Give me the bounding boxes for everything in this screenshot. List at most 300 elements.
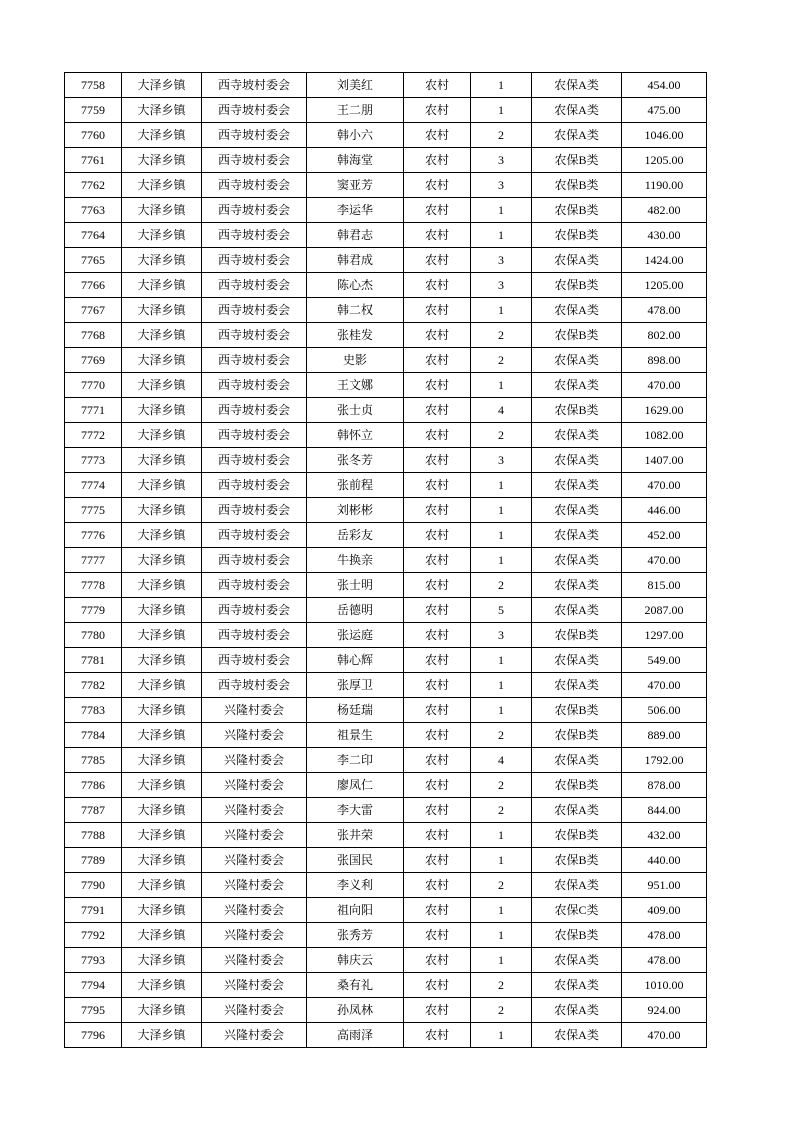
cell-category: 农保A类 bbox=[532, 123, 622, 148]
cell-town: 大泽乡镇 bbox=[122, 398, 202, 423]
cell-amount: 1205.00 bbox=[622, 148, 707, 173]
cell-amount: 1046.00 bbox=[622, 123, 707, 148]
cell-village: 西寺坡村委会 bbox=[202, 373, 307, 398]
table-row bbox=[65, 1023, 707, 1048]
cell-id: 7795 bbox=[65, 998, 122, 1023]
cell-amount: 446.00 bbox=[622, 498, 707, 523]
table-row bbox=[65, 698, 707, 723]
cell-category: 农保A类 bbox=[532, 298, 622, 323]
cell-count: 1 bbox=[471, 923, 532, 948]
cell-category: 农保A类 bbox=[532, 673, 622, 698]
cell-id: 7766 bbox=[65, 273, 122, 298]
cell-town: 大泽乡镇 bbox=[122, 523, 202, 548]
cell-id: 7761 bbox=[65, 148, 122, 173]
cell-person-name: 史影 bbox=[307, 348, 404, 373]
cell-residence: 农村 bbox=[404, 648, 471, 673]
cell-residence: 农村 bbox=[404, 748, 471, 773]
cell-count: 2 bbox=[471, 573, 532, 598]
cell-category: 农保A类 bbox=[532, 348, 622, 373]
cell-amount: 1205.00 bbox=[622, 273, 707, 298]
cell-amount: 1082.00 bbox=[622, 423, 707, 448]
cell-category: 农保B类 bbox=[532, 773, 622, 798]
cell-residence: 农村 bbox=[404, 798, 471, 823]
cell-person-name: 韩二权 bbox=[307, 298, 404, 323]
cell-person-name: 桑有礼 bbox=[307, 973, 404, 998]
cell-amount: 470.00 bbox=[622, 1023, 707, 1048]
cell-count: 3 bbox=[471, 148, 532, 173]
cell-person-name: 窦亚芳 bbox=[307, 173, 404, 198]
cell-town: 大泽乡镇 bbox=[122, 673, 202, 698]
table-row bbox=[65, 748, 707, 773]
table-row bbox=[65, 973, 707, 998]
cell-residence: 农村 bbox=[404, 873, 471, 898]
cell-amount: 452.00 bbox=[622, 523, 707, 548]
table-row bbox=[65, 548, 707, 573]
table-row bbox=[65, 298, 707, 323]
cell-category: 农保A类 bbox=[532, 473, 622, 498]
cell-residence: 农村 bbox=[404, 398, 471, 423]
cell-count: 2 bbox=[471, 973, 532, 998]
table-row bbox=[65, 473, 707, 498]
cell-person-name: 韩小六 bbox=[307, 123, 404, 148]
table-row bbox=[65, 948, 707, 973]
cell-amount: 951.00 bbox=[622, 873, 707, 898]
cell-village: 西寺坡村委会 bbox=[202, 248, 307, 273]
cell-id: 7764 bbox=[65, 223, 122, 248]
cell-category: 农保A类 bbox=[532, 73, 622, 98]
cell-category: 农保A类 bbox=[532, 648, 622, 673]
cell-village: 西寺坡村委会 bbox=[202, 198, 307, 223]
cell-village: 西寺坡村委会 bbox=[202, 298, 307, 323]
cell-count: 1 bbox=[471, 673, 532, 698]
table-row bbox=[65, 73, 707, 98]
cell-residence: 农村 bbox=[404, 448, 471, 473]
cell-count: 1 bbox=[471, 898, 532, 923]
cell-count: 2 bbox=[471, 123, 532, 148]
cell-count: 3 bbox=[471, 273, 532, 298]
cell-count: 4 bbox=[471, 748, 532, 773]
cell-town: 大泽乡镇 bbox=[122, 248, 202, 273]
cell-town: 大泽乡镇 bbox=[122, 973, 202, 998]
cell-town: 大泽乡镇 bbox=[122, 373, 202, 398]
cell-village: 兴隆村委会 bbox=[202, 798, 307, 823]
cell-category: 农保B类 bbox=[532, 323, 622, 348]
cell-amount: 454.00 bbox=[622, 73, 707, 98]
cell-category: 农保A类 bbox=[532, 948, 622, 973]
table-row bbox=[65, 923, 707, 948]
cell-person-name: 刘彬彬 bbox=[307, 498, 404, 523]
cell-person-name: 杨廷瑞 bbox=[307, 698, 404, 723]
cell-count: 5 bbox=[471, 598, 532, 623]
cell-village: 西寺坡村委会 bbox=[202, 673, 307, 698]
cell-amount: 470.00 bbox=[622, 548, 707, 573]
cell-id: 7758 bbox=[65, 73, 122, 98]
cell-amount: 844.00 bbox=[622, 798, 707, 823]
cell-amount: 1297.00 bbox=[622, 623, 707, 648]
cell-residence: 农村 bbox=[404, 598, 471, 623]
cell-count: 3 bbox=[471, 448, 532, 473]
cell-village: 兴隆村委会 bbox=[202, 948, 307, 973]
cell-village: 兴隆村委会 bbox=[202, 923, 307, 948]
cell-amount: 549.00 bbox=[622, 648, 707, 673]
cell-town: 大泽乡镇 bbox=[122, 773, 202, 798]
table-row bbox=[65, 998, 707, 1023]
cell-residence: 农村 bbox=[404, 698, 471, 723]
cell-residence: 农村 bbox=[404, 898, 471, 923]
cell-id: 7785 bbox=[65, 748, 122, 773]
table-row bbox=[65, 723, 707, 748]
cell-category: 农保A类 bbox=[532, 423, 622, 448]
cell-residence: 农村 bbox=[404, 123, 471, 148]
table-row bbox=[65, 773, 707, 798]
cell-residence: 农村 bbox=[404, 723, 471, 748]
cell-category: 农保B类 bbox=[532, 173, 622, 198]
cell-residence: 农村 bbox=[404, 973, 471, 998]
cell-person-name: 岳彩友 bbox=[307, 523, 404, 548]
cell-id: 7784 bbox=[65, 723, 122, 748]
cell-count: 2 bbox=[471, 873, 532, 898]
cell-category: 农保B类 bbox=[532, 223, 622, 248]
cell-category: 农保B类 bbox=[532, 398, 622, 423]
cell-count: 2 bbox=[471, 798, 532, 823]
cell-count: 1 bbox=[471, 498, 532, 523]
cell-category: 农保B类 bbox=[532, 273, 622, 298]
cell-amount: 432.00 bbox=[622, 823, 707, 848]
cell-count: 1 bbox=[471, 523, 532, 548]
cell-village: 兴隆村委会 bbox=[202, 823, 307, 848]
cell-village: 兴隆村委会 bbox=[202, 998, 307, 1023]
cell-count: 3 bbox=[471, 248, 532, 273]
table-row bbox=[65, 823, 707, 848]
cell-amount: 1424.00 bbox=[622, 248, 707, 273]
cell-person-name: 牛换亲 bbox=[307, 548, 404, 573]
cell-town: 大泽乡镇 bbox=[122, 823, 202, 848]
cell-count: 1 bbox=[471, 648, 532, 673]
cell-count: 2 bbox=[471, 723, 532, 748]
cell-person-name: 韩怀立 bbox=[307, 423, 404, 448]
cell-residence: 农村 bbox=[404, 1023, 471, 1048]
cell-count: 3 bbox=[471, 623, 532, 648]
cell-village: 西寺坡村委会 bbox=[202, 498, 307, 523]
cell-category: 农保B类 bbox=[532, 148, 622, 173]
cell-town: 大泽乡镇 bbox=[122, 873, 202, 898]
cell-id: 7776 bbox=[65, 523, 122, 548]
cell-town: 大泽乡镇 bbox=[122, 948, 202, 973]
cell-category: 农保A类 bbox=[532, 973, 622, 998]
table-row bbox=[65, 848, 707, 873]
cell-town: 大泽乡镇 bbox=[122, 748, 202, 773]
cell-amount: 2087.00 bbox=[622, 598, 707, 623]
cell-person-name: 张士贞 bbox=[307, 398, 404, 423]
cell-village: 西寺坡村委会 bbox=[202, 448, 307, 473]
cell-village: 兴隆村委会 bbox=[202, 898, 307, 923]
cell-person-name: 岳德明 bbox=[307, 598, 404, 623]
table-row bbox=[65, 798, 707, 823]
cell-town: 大泽乡镇 bbox=[122, 798, 202, 823]
cell-id: 7760 bbox=[65, 123, 122, 148]
cell-residence: 农村 bbox=[404, 223, 471, 248]
cell-category: 农保A类 bbox=[532, 498, 622, 523]
cell-residence: 农村 bbox=[404, 273, 471, 298]
table-row bbox=[65, 398, 707, 423]
table-row bbox=[65, 173, 707, 198]
cell-id: 7788 bbox=[65, 823, 122, 848]
cell-residence: 农村 bbox=[404, 573, 471, 598]
cell-category: 农保A类 bbox=[532, 373, 622, 398]
cell-town: 大泽乡镇 bbox=[122, 923, 202, 948]
cell-village: 西寺坡村委会 bbox=[202, 148, 307, 173]
cell-id: 7767 bbox=[65, 298, 122, 323]
cell-person-name: 张士明 bbox=[307, 573, 404, 598]
cell-person-name: 廖凤仁 bbox=[307, 773, 404, 798]
cell-village: 兴隆村委会 bbox=[202, 723, 307, 748]
cell-category: 农保A类 bbox=[532, 448, 622, 473]
cell-category: 农保A类 bbox=[532, 798, 622, 823]
cell-count: 2 bbox=[471, 423, 532, 448]
cell-town: 大泽乡镇 bbox=[122, 273, 202, 298]
cell-id: 7772 bbox=[65, 423, 122, 448]
cell-residence: 农村 bbox=[404, 323, 471, 348]
cell-residence: 农村 bbox=[404, 623, 471, 648]
cell-amount: 475.00 bbox=[622, 98, 707, 123]
cell-category: 农保A类 bbox=[532, 748, 622, 773]
cell-town: 大泽乡镇 bbox=[122, 223, 202, 248]
cell-residence: 农村 bbox=[404, 523, 471, 548]
cell-person-name: 韩心辉 bbox=[307, 648, 404, 673]
cell-count: 4 bbox=[471, 398, 532, 423]
cell-person-name: 祖向阳 bbox=[307, 898, 404, 923]
cell-category: 农保B类 bbox=[532, 623, 622, 648]
cell-person-name: 李二印 bbox=[307, 748, 404, 773]
cell-village: 兴隆村委会 bbox=[202, 698, 307, 723]
cell-town: 大泽乡镇 bbox=[122, 148, 202, 173]
cell-amount: 1629.00 bbox=[622, 398, 707, 423]
cell-amount: 440.00 bbox=[622, 848, 707, 873]
cell-village: 兴隆村委会 bbox=[202, 848, 307, 873]
cell-id: 7793 bbox=[65, 948, 122, 973]
cell-amount: 898.00 bbox=[622, 348, 707, 373]
cell-person-name: 李运华 bbox=[307, 198, 404, 223]
cell-residence: 农村 bbox=[404, 498, 471, 523]
table-row bbox=[65, 573, 707, 598]
cell-category: 农保B类 bbox=[532, 848, 622, 873]
cell-residence: 农村 bbox=[404, 848, 471, 873]
cell-residence: 农村 bbox=[404, 673, 471, 698]
cell-id: 7794 bbox=[65, 973, 122, 998]
cell-id: 7786 bbox=[65, 773, 122, 798]
cell-amount: 878.00 bbox=[622, 773, 707, 798]
cell-town: 大泽乡镇 bbox=[122, 73, 202, 98]
cell-town: 大泽乡镇 bbox=[122, 198, 202, 223]
cell-town: 大泽乡镇 bbox=[122, 173, 202, 198]
cell-village: 西寺坡村委会 bbox=[202, 423, 307, 448]
cell-amount: 478.00 bbox=[622, 948, 707, 973]
cell-person-name: 韩海堂 bbox=[307, 148, 404, 173]
cell-count: 2 bbox=[471, 323, 532, 348]
cell-category: 农保B类 bbox=[532, 698, 622, 723]
cell-id: 7770 bbox=[65, 373, 122, 398]
cell-town: 大泽乡镇 bbox=[122, 598, 202, 623]
table-row bbox=[65, 248, 707, 273]
cell-id: 7775 bbox=[65, 498, 122, 523]
cell-count: 1 bbox=[471, 823, 532, 848]
cell-category: 农保A类 bbox=[532, 598, 622, 623]
cell-person-name: 刘美红 bbox=[307, 73, 404, 98]
table-row bbox=[65, 348, 707, 373]
cell-category: 农保A类 bbox=[532, 998, 622, 1023]
cell-residence: 农村 bbox=[404, 548, 471, 573]
cell-id: 7778 bbox=[65, 573, 122, 598]
cell-village: 兴隆村委会 bbox=[202, 973, 307, 998]
table-row bbox=[65, 123, 707, 148]
cell-village: 西寺坡村委会 bbox=[202, 623, 307, 648]
pension-roster-table bbox=[64, 72, 707, 1048]
cell-count: 3 bbox=[471, 173, 532, 198]
cell-village: 西寺坡村委会 bbox=[202, 648, 307, 673]
cell-category: 农保A类 bbox=[532, 248, 622, 273]
cell-amount: 430.00 bbox=[622, 223, 707, 248]
cell-id: 7787 bbox=[65, 798, 122, 823]
cell-person-name: 张桂发 bbox=[307, 323, 404, 348]
table-row bbox=[65, 598, 707, 623]
table-row bbox=[65, 423, 707, 448]
cell-count: 1 bbox=[471, 98, 532, 123]
cell-id: 7763 bbox=[65, 198, 122, 223]
table-row bbox=[65, 648, 707, 673]
cell-amount: 470.00 bbox=[622, 373, 707, 398]
cell-residence: 农村 bbox=[404, 298, 471, 323]
cell-village: 西寺坡村委会 bbox=[202, 548, 307, 573]
cell-residence: 农村 bbox=[404, 423, 471, 448]
cell-count: 1 bbox=[471, 1023, 532, 1048]
cell-amount: 889.00 bbox=[622, 723, 707, 748]
table-row bbox=[65, 223, 707, 248]
table-row bbox=[65, 523, 707, 548]
cell-town: 大泽乡镇 bbox=[122, 298, 202, 323]
cell-id: 7779 bbox=[65, 598, 122, 623]
cell-category: 农保C类 bbox=[532, 898, 622, 923]
cell-town: 大泽乡镇 bbox=[122, 1023, 202, 1048]
cell-person-name: 张前程 bbox=[307, 473, 404, 498]
cell-id: 7781 bbox=[65, 648, 122, 673]
cell-id: 7783 bbox=[65, 698, 122, 723]
cell-person-name: 李义利 bbox=[307, 873, 404, 898]
cell-amount: 1407.00 bbox=[622, 448, 707, 473]
cell-amount: 1010.00 bbox=[622, 973, 707, 998]
cell-id: 7774 bbox=[65, 473, 122, 498]
cell-residence: 农村 bbox=[404, 73, 471, 98]
cell-person-name: 王文娜 bbox=[307, 373, 404, 398]
cell-town: 大泽乡镇 bbox=[122, 123, 202, 148]
cell-village: 兴隆村委会 bbox=[202, 773, 307, 798]
cell-id: 7765 bbox=[65, 248, 122, 273]
cell-id: 7768 bbox=[65, 323, 122, 348]
cell-amount: 478.00 bbox=[622, 923, 707, 948]
cell-id: 7780 bbox=[65, 623, 122, 648]
cell-id: 7759 bbox=[65, 98, 122, 123]
cell-residence: 农村 bbox=[404, 348, 471, 373]
cell-person-name: 王二朋 bbox=[307, 98, 404, 123]
cell-village: 西寺坡村委会 bbox=[202, 523, 307, 548]
table-row bbox=[65, 198, 707, 223]
cell-town: 大泽乡镇 bbox=[122, 348, 202, 373]
cell-category: 农保B类 bbox=[532, 823, 622, 848]
cell-person-name: 张国民 bbox=[307, 848, 404, 873]
cell-person-name: 张秀芳 bbox=[307, 923, 404, 948]
cell-town: 大泽乡镇 bbox=[122, 623, 202, 648]
cell-id: 7796 bbox=[65, 1023, 122, 1048]
cell-town: 大泽乡镇 bbox=[122, 498, 202, 523]
cell-count: 1 bbox=[471, 473, 532, 498]
cell-residence: 农村 bbox=[404, 248, 471, 273]
cell-residence: 农村 bbox=[404, 823, 471, 848]
cell-person-name: 韩庆云 bbox=[307, 948, 404, 973]
table-row bbox=[65, 873, 707, 898]
cell-residence: 农村 bbox=[404, 948, 471, 973]
cell-amount: 924.00 bbox=[622, 998, 707, 1023]
cell-village: 西寺坡村委会 bbox=[202, 223, 307, 248]
cell-village: 西寺坡村委会 bbox=[202, 273, 307, 298]
cell-village: 西寺坡村委会 bbox=[202, 473, 307, 498]
cell-id: 7791 bbox=[65, 898, 122, 923]
cell-village: 西寺坡村委会 bbox=[202, 173, 307, 198]
cell-count: 1 bbox=[471, 198, 532, 223]
cell-village: 西寺坡村委会 bbox=[202, 573, 307, 598]
cell-person-name: 孙凤林 bbox=[307, 998, 404, 1023]
cell-residence: 农村 bbox=[404, 98, 471, 123]
cell-amount: 802.00 bbox=[622, 323, 707, 348]
cell-village: 西寺坡村委会 bbox=[202, 323, 307, 348]
cell-person-name: 韩君志 bbox=[307, 223, 404, 248]
cell-amount: 815.00 bbox=[622, 573, 707, 598]
cell-amount: 470.00 bbox=[622, 473, 707, 498]
cell-village: 兴隆村委会 bbox=[202, 748, 307, 773]
cell-amount: 506.00 bbox=[622, 698, 707, 723]
table-row bbox=[65, 898, 707, 923]
cell-id: 7771 bbox=[65, 398, 122, 423]
table-row bbox=[65, 498, 707, 523]
cell-residence: 农村 bbox=[404, 923, 471, 948]
cell-count: 1 bbox=[471, 698, 532, 723]
cell-amount: 470.00 bbox=[622, 673, 707, 698]
cell-residence: 农村 bbox=[404, 773, 471, 798]
cell-id: 7773 bbox=[65, 448, 122, 473]
table-row bbox=[65, 323, 707, 348]
cell-residence: 农村 bbox=[404, 148, 471, 173]
cell-town: 大泽乡镇 bbox=[122, 573, 202, 598]
cell-village: 西寺坡村委会 bbox=[202, 398, 307, 423]
cell-count: 1 bbox=[471, 548, 532, 573]
cell-town: 大泽乡镇 bbox=[122, 473, 202, 498]
table-row bbox=[65, 273, 707, 298]
cell-category: 农保B类 bbox=[532, 198, 622, 223]
cell-id: 7762 bbox=[65, 173, 122, 198]
table-body bbox=[65, 73, 707, 1048]
cell-village: 兴隆村委会 bbox=[202, 1023, 307, 1048]
cell-town: 大泽乡镇 bbox=[122, 423, 202, 448]
cell-town: 大泽乡镇 bbox=[122, 848, 202, 873]
cell-amount: 478.00 bbox=[622, 298, 707, 323]
table-row bbox=[65, 448, 707, 473]
cell-count: 1 bbox=[471, 948, 532, 973]
cell-town: 大泽乡镇 bbox=[122, 323, 202, 348]
cell-category: 农保A类 bbox=[532, 523, 622, 548]
cell-count: 1 bbox=[471, 848, 532, 873]
cell-id: 7777 bbox=[65, 548, 122, 573]
cell-residence: 农村 bbox=[404, 473, 471, 498]
cell-person-name: 张运庭 bbox=[307, 623, 404, 648]
cell-category: 农保A类 bbox=[532, 548, 622, 573]
